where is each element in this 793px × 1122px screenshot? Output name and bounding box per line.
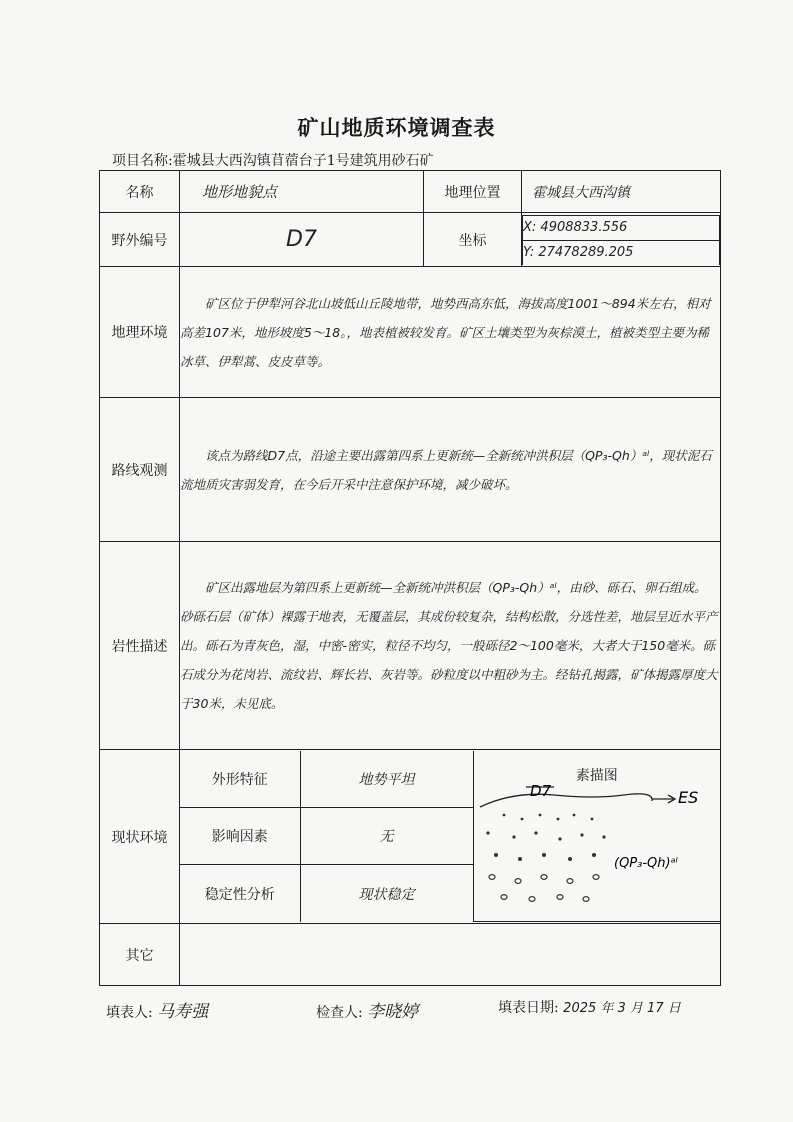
shape-value: 地势平坦 <box>300 751 473 808</box>
other-value <box>180 924 721 986</box>
name-value: 地形地貌点 <box>180 171 424 213</box>
coordinate-x: X: 4908833.556 <box>523 215 720 240</box>
filler-label: 填表人: <box>106 1005 153 1021</box>
filler-field <box>106 997 208 1022</box>
shape-label: 外形特征 <box>180 751 300 808</box>
field-no-label: 野外编号 <box>100 213 180 267</box>
geo-env-paragraph: 矿区位于伊犁河谷北山坡低山丘陵地带，地势西高东低，海拔高度1001～894米左右，相对高差107米，地形坡度5～18。，地表植被较发育。矿区土壤类型为灰棕漠土，植被类型主要为稀冰草、伊犁蒿、皮皮草等。 <box>180 295 711 369</box>
sketch-formation-label: (QP₃-Qh)ᵃˡ <box>613 855 678 871</box>
route-obs-paragraph: 该点为路线D7点，沿途主要出露第四系上更新统—全新统冲洪积层（QP₃-Qh）ᵃˡ，现状泥石流地质灾害弱发育，在今后开采中注意保护环境，减少破坏。 <box>180 447 712 492</box>
date-field <box>498 997 681 1017</box>
impact-value: 无 <box>300 808 473 865</box>
location-label: 地理位置 <box>424 171 522 213</box>
geo-env-text <box>180 267 721 398</box>
field-no-value: D7 <box>180 213 424 267</box>
survey-table <box>99 170 721 986</box>
coordinate-label: 坐标 <box>424 213 522 267</box>
project-line <box>112 150 434 170</box>
geo-env-label: 地理环境 <box>100 267 180 398</box>
status-cell <box>180 750 721 924</box>
sketch-gravel-dots <box>486 813 605 860</box>
date-value: 2025 年 3 月 17 日 <box>563 1001 681 1016</box>
lithology-text <box>180 542 721 750</box>
sketch-label: 素描图 <box>575 767 618 784</box>
route-obs-text <box>180 398 721 542</box>
filler-signature: 马寿强 <box>157 1002 209 1022</box>
lithology-paragraph-2: 砂砾石层（矿体）裸露于地表，无覆盖层，其成份较复杂，结构松散，分选性差，地层呈近水平产出。砾石为青灰色，湿，中密-密实，粒径不均匀，一般砾径2～100毫米，大者大于150毫米。砾石成分为花岗岩、流纹岩、辉长岩、灰岩等。砂粒度以中粗砂为主。经钻孔揭露，矿体揭露厚度大于30米，未见底。 <box>180 609 718 711</box>
project-label: 项目名称: <box>112 153 173 169</box>
coordinate-y: Y: 27478289.205 <box>523 240 720 265</box>
coordinate-cell <box>522 213 721 267</box>
stability-label: 稳定性分析 <box>180 865 300 922</box>
project-name: 霍城县大西沟镇苜蓿台子1号建筑用砂石矿 <box>172 153 434 169</box>
checker-signature: 李晓婷 <box>367 1002 419 1022</box>
sketch-drawing <box>474 785 716 915</box>
checker-field <box>316 997 418 1022</box>
status-label: 现状环境 <box>100 750 180 924</box>
location-value: 霍城县大西沟镇 <box>522 171 721 213</box>
lithology-paragraph-1: 矿区出露地层为第四系上更新统—全新统冲洪积层（QP₃-Qh）ᵃˡ，由砂、砾石、卵石组成。 <box>205 580 707 595</box>
sketch-ground-line <box>480 794 652 807</box>
stability-value: 现状稳定 <box>300 865 473 922</box>
impact-label: 影响因素 <box>180 808 300 865</box>
date-label: 填表日期: <box>498 1000 559 1016</box>
name-label: 名称 <box>100 171 180 213</box>
sketch-cell <box>473 751 720 922</box>
sketch-point-label: D7 <box>529 784 551 800</box>
other-label: 其它 <box>100 924 180 986</box>
route-obs-label: 路线观测 <box>100 398 180 542</box>
sketch-pebbles <box>489 874 599 901</box>
lithology-label: 岩性描述 <box>100 542 180 750</box>
sketch-direction-label: ES <box>677 787 698 807</box>
form-title: 矿山地质环境调查表 <box>297 115 496 140</box>
checker-label: 检查人: <box>316 1005 363 1021</box>
